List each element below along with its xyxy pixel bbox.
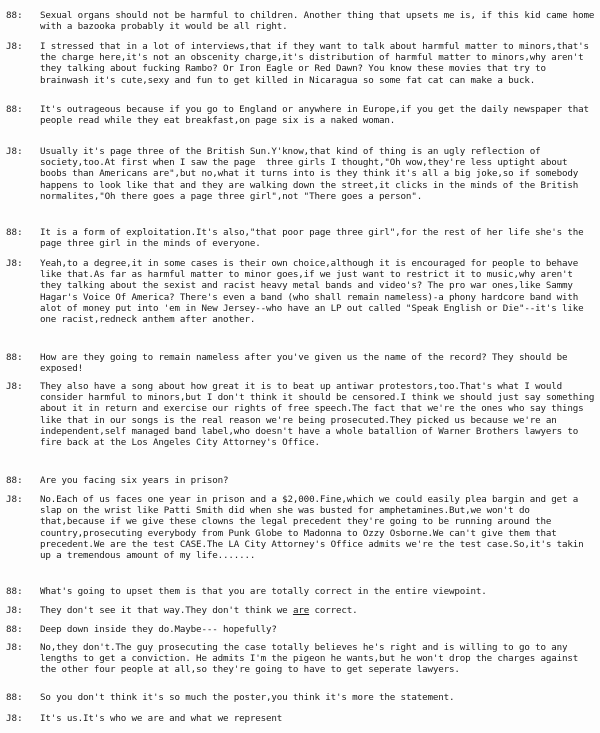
qa-entry xyxy=(6,146,596,202)
entry-text-part: They don't see it that way.They don't think we xyxy=(40,605,293,616)
speaker-label: 88: xyxy=(6,586,23,597)
entry-text: What's going to upset them is that you are totally correct in the entire viewpoint. xyxy=(40,586,487,597)
speaker-label: J8: xyxy=(6,146,23,157)
entry-text-part: correct. xyxy=(309,605,358,616)
entry-text: I stressed that in a lot of interviews,that if they want to talk about harmful matter to minors,that's the charge here,it's not an obscenity charge,it's distribution of harmful matter to minors,why aren't they talking about fucking Rambo? Or Iron Eagle or Red Dawn? You know these movies that try to brainwash it's cute,sexy and fun to get killed in Nicaragua so some fat cat can make a buck. xyxy=(40,41,595,86)
speaker-label: 88: xyxy=(6,624,23,635)
qa-entry xyxy=(6,713,596,724)
speaker-label: J8: xyxy=(6,258,23,269)
entry-text: They also have a song about how great it is to beat up antiwar protestors,too.That's what I would consider harmful to minors,but I don't think it should be censored.I think we should just say something about it in return and exercise our rights of free speech.The fact that we're the ones who say things like that in our songs is the real reason we're being prosecuted.They picked us because we're an independent,self managed band label,who doesn't have a whole batallion of Warner Brothers lawyers to fire back at the Los Angeles City Attorney's Office. xyxy=(40,381,600,449)
qa-entry xyxy=(6,227,596,249)
qa-entry xyxy=(6,381,600,449)
speaker-label: J8: xyxy=(6,494,23,505)
entry-text: Usually it's page three of the British Sun.Y'know,that kind of thing is an ugly reflection of society,too.At first when I saw the page three girls I thought,"Oh wow,they're less uptight about boobs than Americans are",but no,what it turns into is they think it's all a big joke,so if somebody happens to look like that and they are walking down the street,it clicks in the minds of the British normalites,"Oh there goes a page three girl",not "There goes a person". xyxy=(40,146,584,202)
entry-text: It is a form of exploitation.It's also,"that poor page three girl",for the rest of her life she's the page three girl in the minds of everyone. xyxy=(40,227,589,250)
speaker-label: J8: xyxy=(6,642,23,653)
speaker-label: J8: xyxy=(6,713,23,724)
qa-entry xyxy=(6,605,596,616)
qa-entry xyxy=(6,624,596,635)
entry-text: It's outrageous because if you go to England or anywhere in Europe,if you get the daily newspaper that people read while they eat breakfast,on page six is a naked woman. xyxy=(40,104,595,127)
entry-text: It's us.It's who we are and what we represent xyxy=(40,713,283,724)
qa-entry xyxy=(6,258,596,325)
speaker-label: 88: xyxy=(6,104,23,115)
entry-text: Deep down inside they do.Maybe--- hopefully? xyxy=(40,624,277,635)
speaker-label: 88: xyxy=(6,475,23,486)
qa-entry xyxy=(6,475,596,486)
qa-entry xyxy=(6,352,596,374)
speaker-label: 88: xyxy=(6,10,23,21)
qa-entry xyxy=(6,642,596,676)
qa-entry xyxy=(6,586,596,597)
qa-entry xyxy=(6,41,596,86)
entry-text: Sexual organs should not be harmful to children. Another thing that upsets me is, if this kid came home with a bazooka probably it would be all right. xyxy=(40,10,600,33)
qa-entry xyxy=(6,104,596,126)
speaker-label: J8: xyxy=(6,381,23,392)
qa-entry xyxy=(6,10,600,33)
entry-text: So you don't think it's so much the poster,you think it's more the statement. xyxy=(40,692,455,703)
speaker-label: 88: xyxy=(6,352,23,363)
entry-text xyxy=(40,605,596,616)
entry-text: Are you facing six years in prison? xyxy=(40,475,229,486)
entry-text: No,they don't.The guy prosecuting the case totally believes he's right and is willing to go to any lengths to get a conviction. He admits I'm the pigeon he wants,but he won't drop the charges against the other four people at all,so they're going to have to get seperate lawyers. xyxy=(40,642,584,676)
speaker-label: J8: xyxy=(6,41,23,52)
entry-text: No.Each of us faces one year in prison and a $2,000.Fine,which we could easily plea bargin and get a slap on the wrist like Patti Smith did when she was busted for amphetamines.But,we won't do that,because if we give these clowns the legal precedent they're going to be running around the country,prosecuting everybody from Punk Globe to Madonna to Ozzy Osborne.We can't give them that precedent.We are the test CASE.The LA City Attorney's Office admits we're the test case.So,it's takin up a tremendous amount of my life....... xyxy=(40,494,589,562)
entry-text: Yeah,to a degree,it in some cases is their own choice,although it is encouraged for people to behave like that.As far as harmful matter to minor goes,if we just want to restrict it to music,why aren't they talking about the sexist and racist heavy metal bands and video's? The pro war ones,like Sammy Hagar's Voice Of America? There's even a band (who shall remain nameless)-a phony hardcore band with alot of money put into 'em in New Jersey--who have an LP out called "Speak English or Die"--it's like one racist,redneck anthem after another. xyxy=(40,258,589,326)
speaker-label: J8: xyxy=(6,605,23,616)
speaker-label: 88: xyxy=(6,692,23,703)
speaker-label: 88: xyxy=(6,227,23,238)
underlined-word: are xyxy=(292,605,310,616)
entry-text: How are they going to remain nameless after you've given us the name of the record? They should be exposed! xyxy=(40,352,573,375)
qa-entry xyxy=(6,494,596,561)
qa-entry xyxy=(6,692,596,703)
